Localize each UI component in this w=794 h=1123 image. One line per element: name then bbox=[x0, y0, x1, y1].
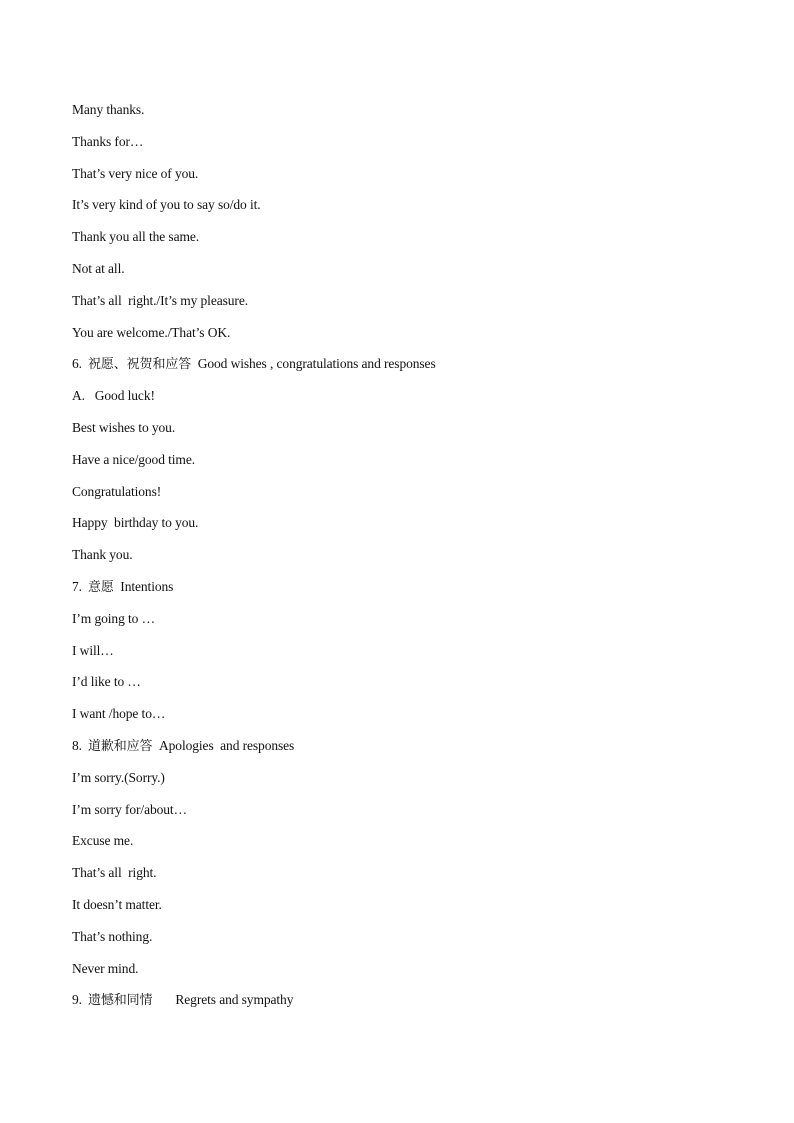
section-heading-9 bbox=[72, 991, 732, 1023]
phrase-line: I will… bbox=[72, 642, 114, 658]
phrase-line: Never mind. bbox=[72, 960, 139, 976]
section-number: 6. bbox=[72, 356, 82, 372]
phrase-line: Happy birthday to you. bbox=[72, 515, 199, 531]
section-heading-6 bbox=[72, 355, 732, 387]
section-heading-7 bbox=[72, 578, 732, 610]
phrase-line: A. Good luck! bbox=[72, 388, 155, 404]
phrase-line: It doesn’t matter. bbox=[72, 896, 162, 912]
section-title-english: Regrets and sympathy bbox=[152, 992, 294, 1008]
phrase-line: You are welcome./That’s OK. bbox=[72, 324, 231, 340]
phrase-line: Have a nice/good time. bbox=[72, 451, 196, 467]
section-number: 7. bbox=[72, 578, 82, 594]
phrase-line: I’m sorry.(Sorry.) bbox=[72, 769, 165, 785]
section-title-english: Intentions bbox=[113, 578, 174, 594]
phrase-line: I want /hope to… bbox=[72, 706, 166, 722]
section-number: 8. bbox=[72, 737, 82, 753]
phrase-line: Many thanks. bbox=[72, 102, 145, 117]
section-title-english: Apologies and responses bbox=[152, 737, 295, 753]
phrase-line: That’s all right. bbox=[72, 865, 157, 881]
section-title-english: Good wishes , congratulations and responses bbox=[191, 356, 436, 372]
section-title-chinese: 道歉和应答 bbox=[87, 738, 153, 754]
phrase-line: It’s very kind of you to say so/do it. bbox=[72, 197, 261, 213]
phrase-line: I’d like to … bbox=[72, 674, 141, 690]
section-title-chinese: 遗憾和同情 bbox=[87, 993, 153, 1009]
section-heading-8 bbox=[72, 737, 732, 769]
phrase-line: Excuse me. bbox=[72, 833, 134, 849]
section-title-chinese: 意愿 bbox=[87, 579, 114, 595]
section-title-chinese: 祝愿、祝贺和应答 bbox=[87, 357, 192, 373]
phrase-line: I’m sorry for/about… bbox=[72, 801, 187, 817]
phrase-line: Thanks for… bbox=[72, 133, 144, 149]
phrase-line: Best wishes to you. bbox=[72, 419, 176, 435]
phrase-line: Thank you. bbox=[72, 547, 133, 563]
phrase-list bbox=[72, 101, 732, 1023]
phrase-line: I’m going to … bbox=[72, 610, 155, 626]
phrase-line: Not at all. bbox=[72, 260, 125, 276]
phrase-line: That’s very nice of you. bbox=[72, 165, 199, 181]
phrase-line: That’s all right./It’s my pleasure. bbox=[72, 292, 248, 308]
phrase-line: Thank you all the same. bbox=[72, 229, 200, 245]
phrase-line: Congratulations! bbox=[72, 483, 162, 499]
phrase-line: That’s nothing. bbox=[72, 928, 153, 944]
section-number: 9. bbox=[72, 992, 82, 1008]
